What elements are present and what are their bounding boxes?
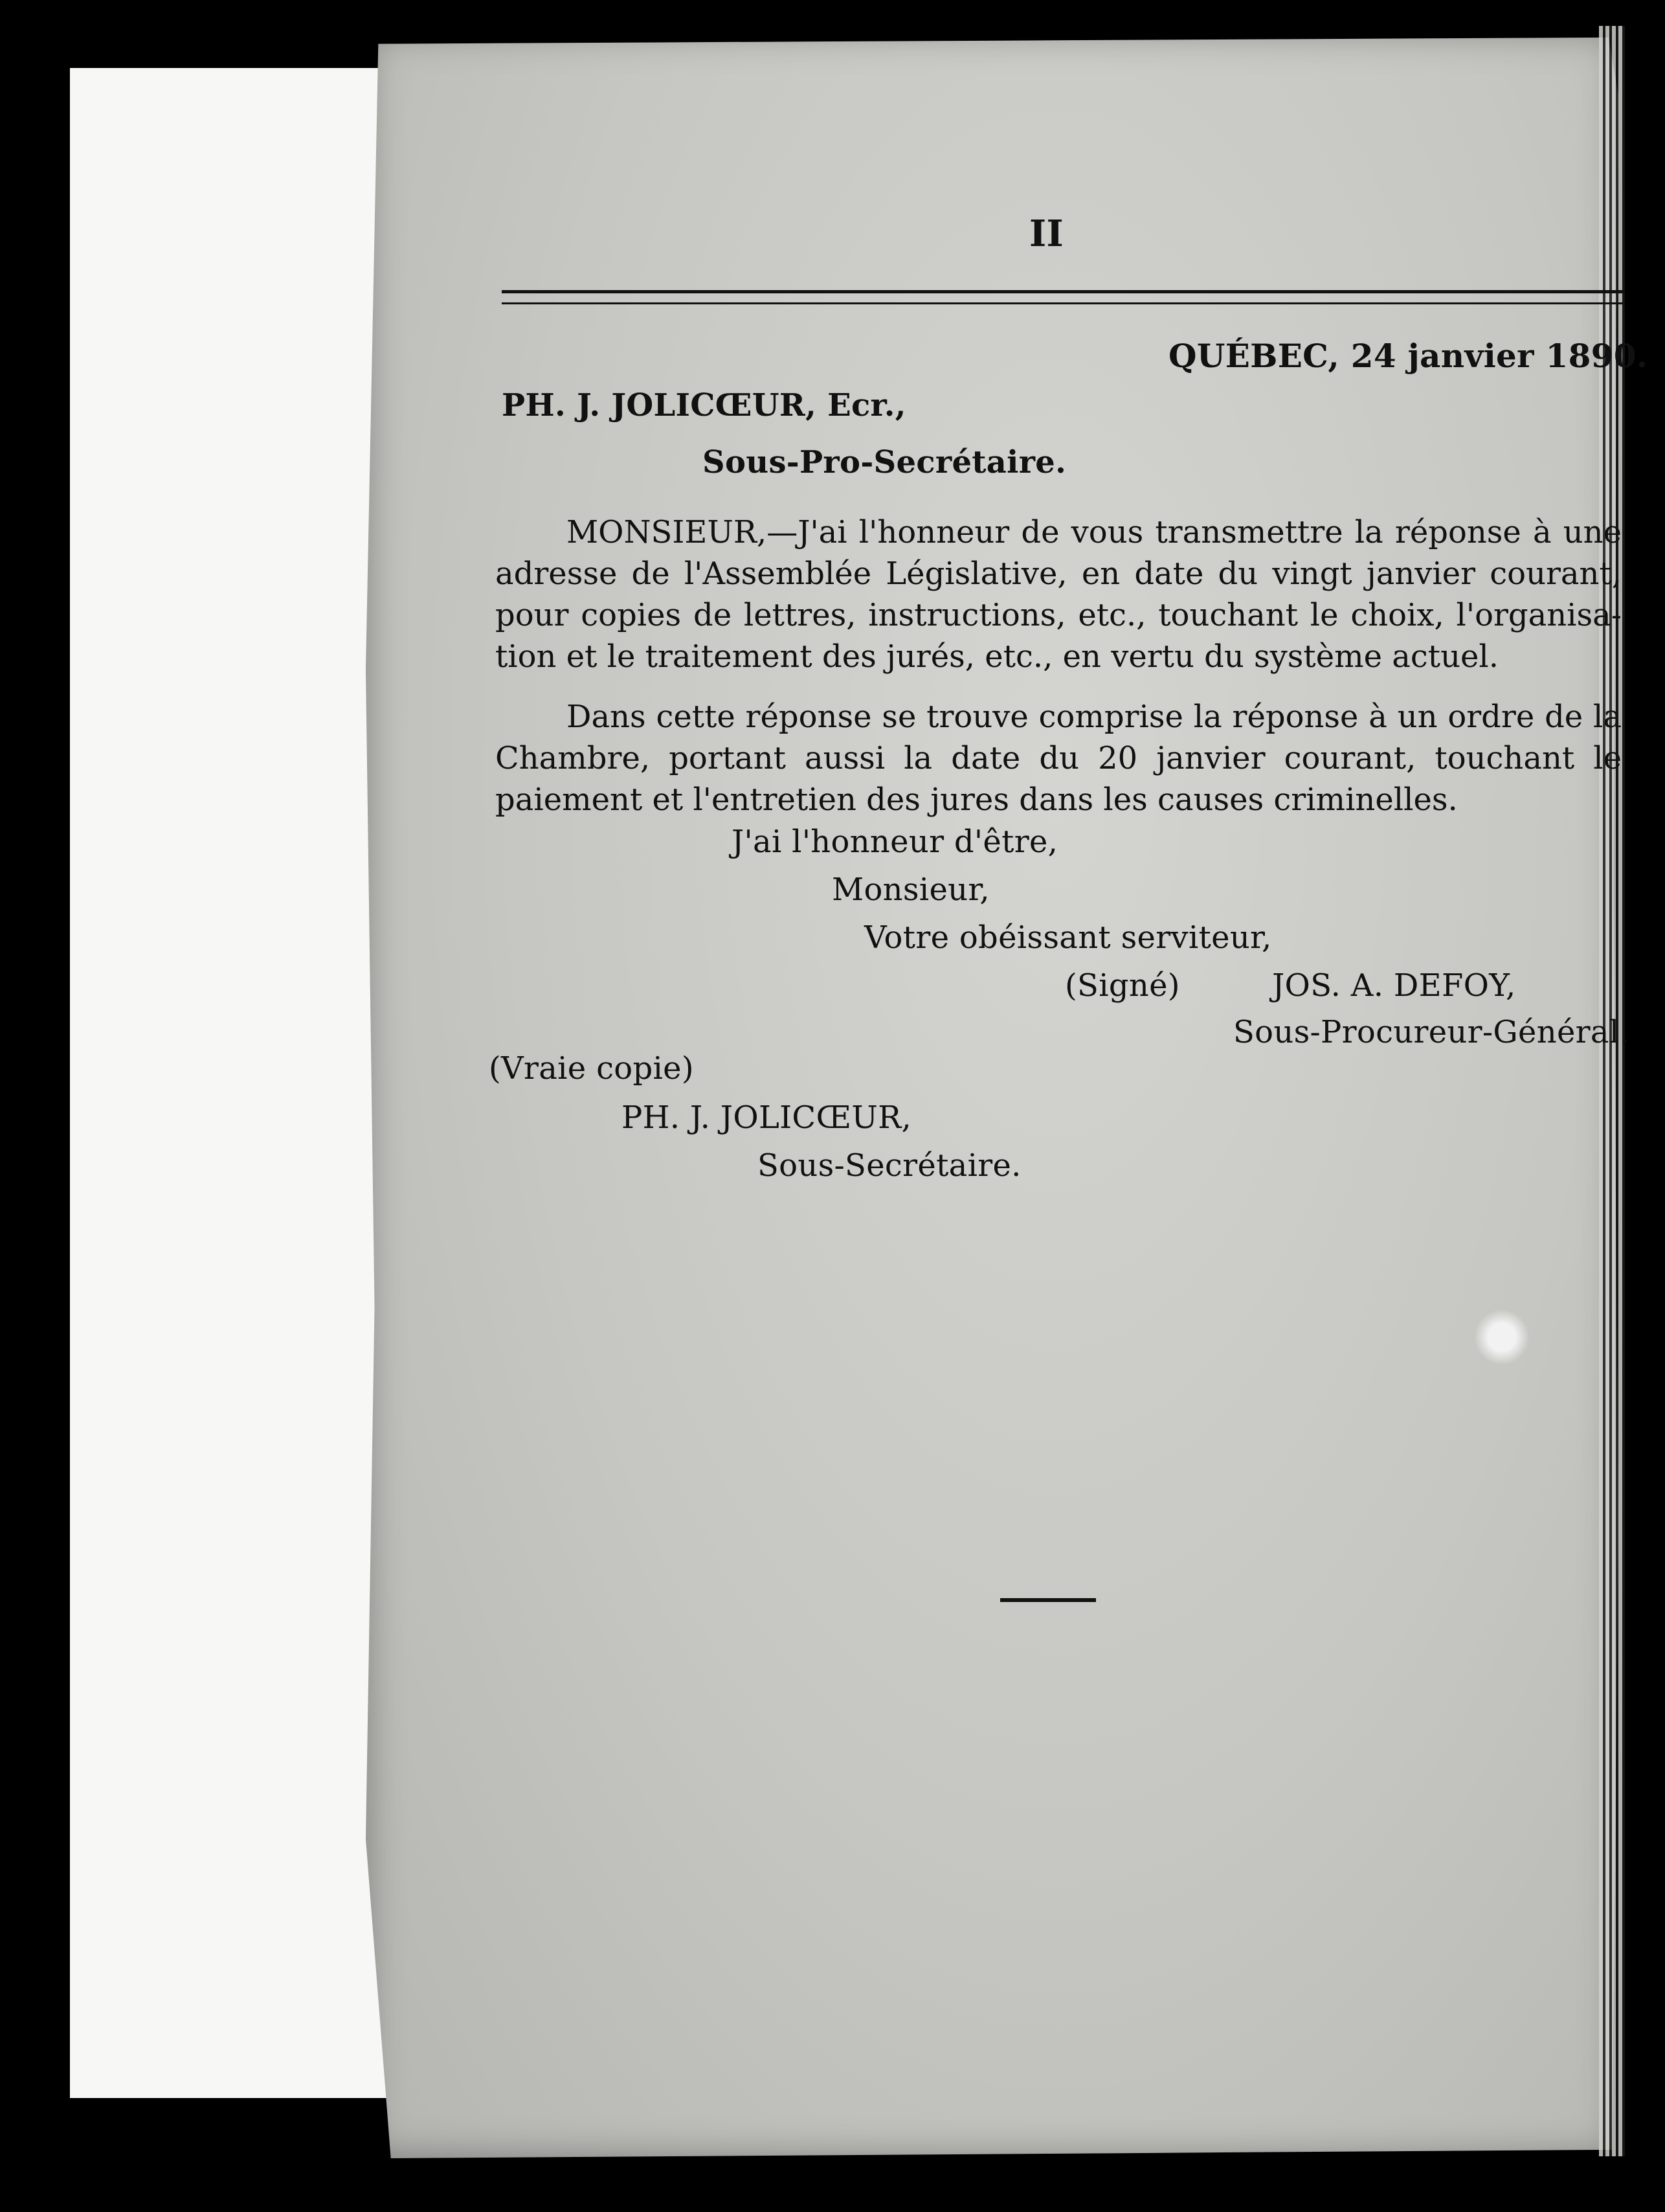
addressee-name: PH. J. JOLICŒUR, Ecr., [502,387,906,423]
true-copy-name: PH. J. JOLICŒUR, [621,1100,912,1136]
page-number: II [1029,212,1064,255]
back-sheet [70,68,407,2098]
closing-line-1: J'ai l'honneur d'être, [732,824,1058,860]
date-line: QUÉBEC, 24 janvier 1890. [1168,337,1648,375]
paragraph-2-line-3: paiement et l'entretien des jures dans les causes criminelles. [495,782,1458,818]
signer-title: Sous-Procureur-Général. [1233,1014,1630,1050]
paragraph-2 [495,696,1622,820]
paragraph-1-line-3: pour copies de lettres, instructions, etc., touchant le choix, l'organisa- [495,597,1622,633]
paragraph-1 [495,512,1622,677]
paragraph-2-line-2: Chambre, portant aussi la date du 20 janvier courant, touchant le [495,740,1622,776]
signer-name: JOS. A. DEFOY, [1272,967,1516,1004]
true-copy-title: Sous-Secrétaire. [757,1147,1022,1184]
paragraph-1-line-4: tion et le traitement des jurés, etc., en vertu du système actuel. [495,638,1499,675]
true-copy-label: (Vraie copie) [489,1050,694,1087]
header-rule [502,290,1625,304]
closing-line-3: Votre obéissant serviteur, [864,920,1272,956]
paragraph-2-line-1: Dans cette réponse se trouve comprise la réponse à un ordre de la [566,699,1622,735]
closing-rule [1000,1598,1096,1602]
addressee-title: Sous-Pro-Secrétaire. [702,444,1067,480]
closing-line-2: Monsieur, [832,872,990,908]
paragraph-1-line-2: adresse de l'Assemblée Législative, en date du vingt janvier courant, [495,556,1622,592]
paper-blemish [1473,1302,1531,1373]
paragraph-1-line-1: MONSIEUR,—J'ai l'honneur de vous transmettre la réponse à une [566,514,1622,550]
signed-label: (Signé) [1065,967,1180,1004]
